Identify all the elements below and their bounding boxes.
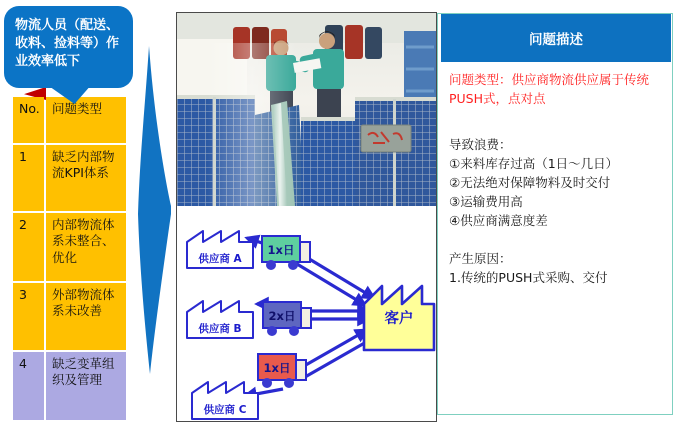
customer-label: 客户: [384, 311, 414, 327]
supplier-c-factory: [192, 382, 258, 419]
problem-description-panel: [437, 13, 673, 415]
waste-item-3: ③运输费用高: [449, 194, 523, 209]
issue-row-4-type: 缺乏变革组织及管理: [46, 352, 126, 420]
truck-a: [262, 236, 310, 270]
supplier-flow-diagram: [177, 206, 436, 422]
issue-row-3-type: 外部物流体系未改善: [46, 283, 126, 350]
issue-table-header-type: 问题类型: [46, 97, 126, 143]
waste-heading: 导致浪费：: [449, 137, 512, 152]
evidence-box: [176, 12, 437, 422]
panel-body: [438, 62, 672, 287]
warehouse-photo: [177, 13, 436, 206]
waste-item-4: ④供应商满意度差: [449, 213, 548, 228]
cause-item-1: 1.传统的PUSH式采购、交付: [449, 270, 608, 285]
supplier-b-factory: [187, 301, 253, 338]
supplier-b-label: 供应商 B: [198, 323, 242, 335]
issue-row-3-no: 3: [13, 283, 44, 350]
issue-row-2-type: 内部物流体系未整合、优化: [46, 213, 126, 281]
issue-row-1-no: 1: [13, 145, 44, 211]
sign-plate: [361, 125, 411, 152]
issue-row-1-type: 缺乏内部物流KPI体系: [46, 145, 126, 211]
issue-row-4-no: 4: [13, 352, 44, 420]
cause-block: [449, 249, 662, 287]
waste-block: [449, 135, 662, 230]
supplier-c-label: 供应商 C: [203, 404, 247, 416]
truck-b-label: 2x日: [268, 309, 296, 323]
truck-c-label: 1x日: [263, 361, 291, 375]
waste-item-2: ②无法绝对保障物料及时交付: [449, 175, 611, 190]
blue-pointer-arrow: [127, 44, 173, 380]
problem-type-text: 问题类型：供应商物流供应属于传统PUSH式，点对点: [449, 72, 650, 106]
problem-callout-bubble: [4, 6, 133, 88]
problem-callout-text: 物流人员（配送、收料、捡料等）作业效率低下: [15, 18, 120, 69]
truck-b: [263, 302, 311, 336]
customer-factory: [364, 286, 434, 350]
supplier-a-factory: [187, 231, 253, 268]
cause-heading: 产生原因：: [449, 251, 512, 266]
supplier-a-label: 供应商 A: [198, 253, 242, 265]
issue-table: [13, 97, 126, 420]
issue-table-header-no: No.: [13, 97, 44, 143]
truck-c: [258, 354, 306, 388]
issue-row-2-no: 2: [13, 213, 44, 281]
waste-item-1: ①来料库存过高（1日～几日）: [449, 156, 619, 171]
panel-title: 问题描述: [441, 14, 671, 62]
truck-a-label: 1x日: [267, 243, 295, 257]
